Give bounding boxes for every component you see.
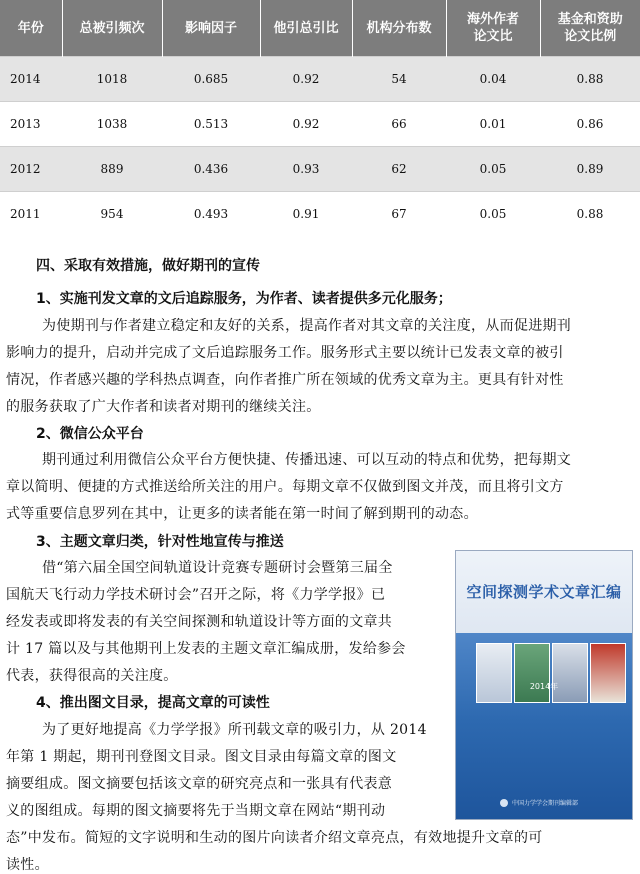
paragraph-line: 的服务获取了广大作者和读者对期刊的继续关注。 bbox=[6, 399, 321, 415]
table-row bbox=[0, 102, 640, 147]
header-year: 年份 bbox=[0, 0, 62, 57]
cell-funded-ratio: 0.88 bbox=[540, 192, 640, 237]
paragraph-line: 章以简明、便捷的方式推送给所关注的用户。每期文章不仅做到图文并茂，而且将引文方 bbox=[6, 479, 564, 495]
cell-funded-ratio: 0.88 bbox=[540, 57, 640, 102]
paragraph-line: 年第 1 期起，期刊刊登图文目录。图文目录由每篇文章的图文 bbox=[6, 749, 397, 765]
cell-institution-count: 54 bbox=[352, 57, 446, 102]
header-overseas-ratio-text: 海外作者 论文比 bbox=[466, 12, 519, 44]
section-title: 四、采取有效措施，做好期刊的宣传 bbox=[36, 258, 260, 274]
cell-total-citations: 954 bbox=[62, 192, 162, 237]
header-total-citations: 总被引频次 bbox=[62, 0, 162, 57]
paragraph-line: 影响力的提升，启动并完成了文后追踪服务工作。服务形式主要以统计已发表文章的被引 bbox=[6, 345, 564, 361]
cell-other-citation-ratio: 0.92 bbox=[260, 102, 352, 147]
cell-year: 2013 bbox=[0, 102, 62, 147]
table-row bbox=[0, 192, 640, 237]
cell-funded-ratio: 0.89 bbox=[540, 147, 640, 192]
cell-impact-factor: 0.436 bbox=[162, 147, 260, 192]
cell-institution-count: 67 bbox=[352, 192, 446, 237]
paragraph-line: 借“第六届全国空间轨道设计竞赛专题研讨会暨第三届全 bbox=[42, 560, 393, 576]
cell-institution-count: 66 bbox=[352, 102, 446, 147]
cell-total-citations: 889 bbox=[62, 147, 162, 192]
header-institution-count: 机构分布数 bbox=[352, 0, 446, 57]
cell-total-citations: 1038 bbox=[62, 102, 162, 147]
header-funded-ratio-text: 基金和资助 论文比例 bbox=[557, 12, 623, 44]
paragraph-line: 态”中发布。简短的文字说明和生动的图片向读者介绍文章亮点，有效地提升文章的可 bbox=[6, 830, 543, 846]
header-funded-ratio bbox=[540, 0, 640, 57]
statistics-table bbox=[0, 0, 640, 236]
paragraph-line: 为了更好地提高《力学学报》所刊载文章的吸引力，从 2014 bbox=[42, 722, 427, 738]
paragraph-line: 读性。 bbox=[6, 857, 49, 873]
cell-funded-ratio: 0.86 bbox=[540, 102, 640, 147]
header-overseas-ratio bbox=[446, 0, 540, 57]
paragraph-line: 义的图组成。每期的图文摘要将先于当期文章在网站“期刊动 bbox=[6, 803, 386, 819]
cover-year: 2014年 bbox=[529, 682, 559, 691]
cell-institution-count: 62 bbox=[352, 147, 446, 192]
paragraph-line: 情况，作者感兴趣的学科热点调查，向作者推广所在领域的优秀文章为主。更具有针对性 bbox=[6, 372, 564, 388]
subsection-1-heading: 1、实施刊发文章的文后追踪服务，为作者、读者提供多元化服务； bbox=[36, 291, 452, 307]
paragraph-line: 期刊通过利用微信公众平台方便快捷、传播迅速、可以互动的特点和优势，把每期文 bbox=[42, 452, 572, 468]
cell-overseas-ratio: 0.01 bbox=[446, 102, 540, 147]
publisher-logo-icon bbox=[500, 799, 508, 807]
cell-year: 2014 bbox=[0, 57, 62, 102]
paragraph-line: 为使期刊与作者建立稳定和友好的关系，提高作者对其文章的关注度，从而促进期刊 bbox=[42, 318, 572, 334]
header-other-citation-ratio: 他引总引比 bbox=[260, 0, 352, 57]
cell-year: 2012 bbox=[0, 147, 62, 192]
cell-overseas-ratio: 0.04 bbox=[446, 57, 540, 102]
table-header-row bbox=[0, 0, 640, 57]
cover-thumbnail bbox=[476, 643, 512, 703]
cell-other-citation-ratio: 0.91 bbox=[260, 192, 352, 237]
cell-year: 2011 bbox=[0, 192, 62, 237]
cell-overseas-ratio: 0.05 bbox=[446, 192, 540, 237]
cell-overseas-ratio: 0.05 bbox=[446, 147, 540, 192]
table-row bbox=[0, 57, 640, 102]
cell-impact-factor: 0.685 bbox=[162, 57, 260, 102]
paragraph-line: 代表，获得很高的关注度。 bbox=[6, 668, 178, 684]
cell-total-citations: 1018 bbox=[62, 57, 162, 102]
cell-impact-factor: 0.513 bbox=[162, 102, 260, 147]
cover-thumbnail bbox=[514, 643, 550, 703]
compilation-cover-image bbox=[455, 550, 633, 820]
cell-other-citation-ratio: 0.92 bbox=[260, 57, 352, 102]
cover-thumbnail bbox=[552, 643, 588, 703]
paragraph-line: 式等重要信息罗列在其中，让更多的读者能在第一时间了解到期刊的动态。 bbox=[6, 506, 478, 522]
cell-other-citation-ratio: 0.93 bbox=[260, 147, 352, 192]
header-impact-factor: 影响因子 bbox=[162, 0, 260, 57]
cover-thumbnail bbox=[590, 643, 626, 703]
cell-impact-factor: 0.493 bbox=[162, 192, 260, 237]
paragraph-line: 经发表或即将发表的有关空间探测和轨道设计等方面的文章共 bbox=[6, 614, 393, 630]
table-row bbox=[0, 147, 640, 192]
subsection-2-heading: 2、微信公众平台 bbox=[36, 426, 144, 442]
cover-title: 空间探测学术文章汇编 bbox=[466, 583, 622, 601]
paragraph-line: 国航天飞行动力学技术研讨会”召开之际，将《力学学报》已 bbox=[6, 587, 386, 603]
subsection-3-heading: 3、主题文章归类，针对性地宣传与推送 bbox=[36, 534, 284, 550]
paragraph-line: 计 17 篇以及与其他期刊上发表的主题文章汇编成册，发给参会 bbox=[6, 641, 406, 657]
subsection-4-heading: 4、推出图文目录，提高文章的可读性 bbox=[36, 695, 270, 711]
cover-publisher: 中国力学学会期刊编辑部 bbox=[512, 800, 579, 807]
paragraph-line: 摘要组成。图文摘要包括该文章的研究亮点和一张具有代表意 bbox=[6, 776, 393, 792]
